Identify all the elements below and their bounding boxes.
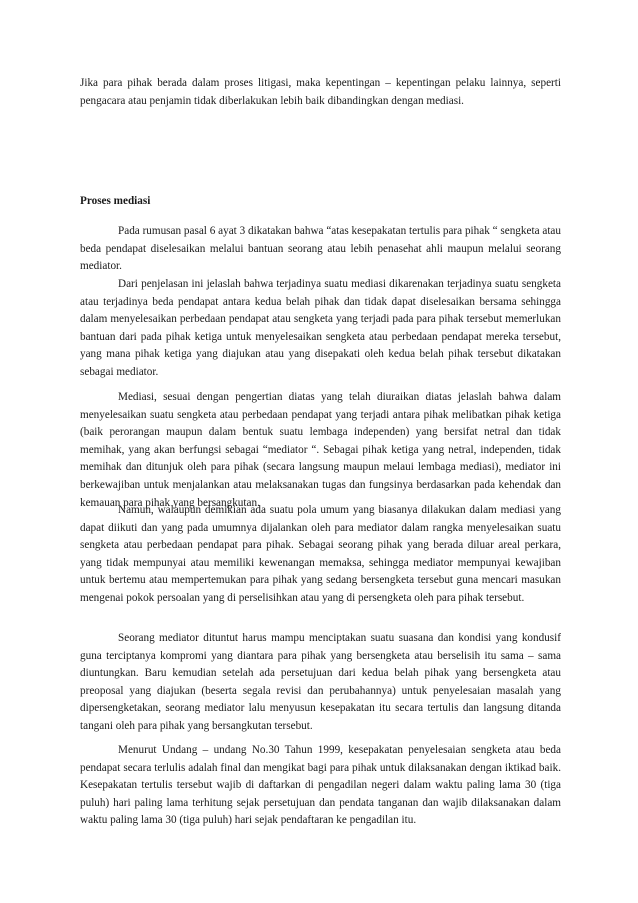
body-block-2 [80, 276, 561, 382]
body-block-1 [80, 223, 561, 276]
body-block-6 [80, 742, 561, 830]
paragraph-4: Namun, walaupun demikian ada suatu pola umum yang biasanya dilakukan dalam mediasi yang dapat diikuti dan yang pada umumnya dijalankan oleh para mediator dalam rangka menyelesaikan suatu sengketa atau perbedaan pendapat para pihak. Sebagai seorang pihak yang berada diluar areal perkara, yang tidak mempunyai atau memiliki kewenangan memaksa, sehingga mediator mempunyai kewajiban untuk bertemu atau mempertemukan para pihak yang sedang bersengketa tersebut guna mencari masukan mengenai pokok persoalan yang di perselisihkan atau yang di persengketa oleh para pihak tersebut. [80, 504, 561, 604]
paragraph-6: Menurut Undang – undang No.30 Tahun 1999, kesepakatan penyelesaian sengketa atau beda pendapat secara terlulis adalah final dan mengikat bagi para pihak untuk dilaksanakan dengan iktikad baik. Kesepakatan tertulis tersebut wajib di daftarkan di pengadilan negeri dalam waktu paling lama 30 (tiga puluh) hari paling lama terhitung sejak persetujuan dan pendata tanganan dan wajib dilaksanakan dalam waktu paling lama 30 (tiga puluh) hari sejak pendaftaran ke pengadilan itu. [80, 744, 561, 827]
section-block [80, 193, 561, 211]
body-block-3 [80, 389, 561, 512]
paragraph-2: Dari penjelasan ini jelaslah bahwa terjadinya suatu mediasi dikarenakan terjadinya suatu sengketa atau terjadinya beda pendapat antara kedua belah pihak dan tidak dapat diselesaikan bersama sehingga dalam menyelesaikan perbedaan pendapat atau sengketa yang terjadi pada para pihak tersebut memerlukan bantuan dari pada pihak ketiga untuk menyelesaikan sengketa atau perbedaan pendapat mereka tersebut, yang mana pihak ketiga yang diajukan atau yang disepakati oleh kedua belah pihak tersebut dikatakan sebagai mediator. [80, 278, 561, 378]
paragraph-5: Seorang mediator dituntut harus mampu menciptakan suatu suasana dan kondisi yang kondusif guna terciptanya kompromi yang diantara para pihak yang bersengketa atau berselisih itu sama – sama diuntungkan. Baru kemudian setelah ada persetujuan dari kedua belah pihak yang bersengketa atau preoposal yang diajukan (beserta segala revisi dan perubahannya) untuk penyelesaian masalah yang dipersengketakan, seorang mediator lalu menyusun kesepakatan itu secara tertulis dan langsung ditanda tangani oleh para pihak yang bersangkutan tersebut. [80, 632, 561, 732]
body-block-5 [80, 630, 561, 736]
body-block-4 [80, 502, 561, 608]
section-heading: Proses mediasi [80, 195, 151, 207]
paragraph-1: Pada rumusan pasal 6 ayat 3 dikatakan bahwa “atas kesepakatan tertulis para pihak “ sengketa atau beda pendapat diselesaikan melalui bantuan seorang atau lebih penasehat ahli maupun melalui seorang mediator. [80, 225, 561, 273]
intro-paragraph: Jika para pihak berada dalam proses litigasi, maka kepentingan – kepentingan pelaku lainnya, seperti pengacara atau penjamin tidak diberlakukan lebih baik dibandingkan dengan mediasi. [80, 77, 561, 107]
intro-block [80, 75, 561, 110]
paragraph-3: Mediasi, sesuai dengan pengertian diatas yang telah diuraikan diatas jelaslah bahwa dalam menyelesaikan suatu sengketa atau perbedaan pendapat yang terjadi antara pihak melibatkan pihak ketiga (baik perorangan maupun dalam bentuk suatu lembaga independen) yang bersifat netral dan tidak memihak, yang akan berfungsi sebagai “mediator “. Sebagai pihak ketiga yang netral, independen, tidak memihak dan ditunjuk oleh para pihak (secara langsung maupun melaui lembaga mediasi), mediator ini berkewajiban untuk menjalankan atau melaksanakan tugas dan fungsinya berdasarkan pada kehendak dan kemauan para pihak yang bersangkutan. [80, 391, 561, 509]
